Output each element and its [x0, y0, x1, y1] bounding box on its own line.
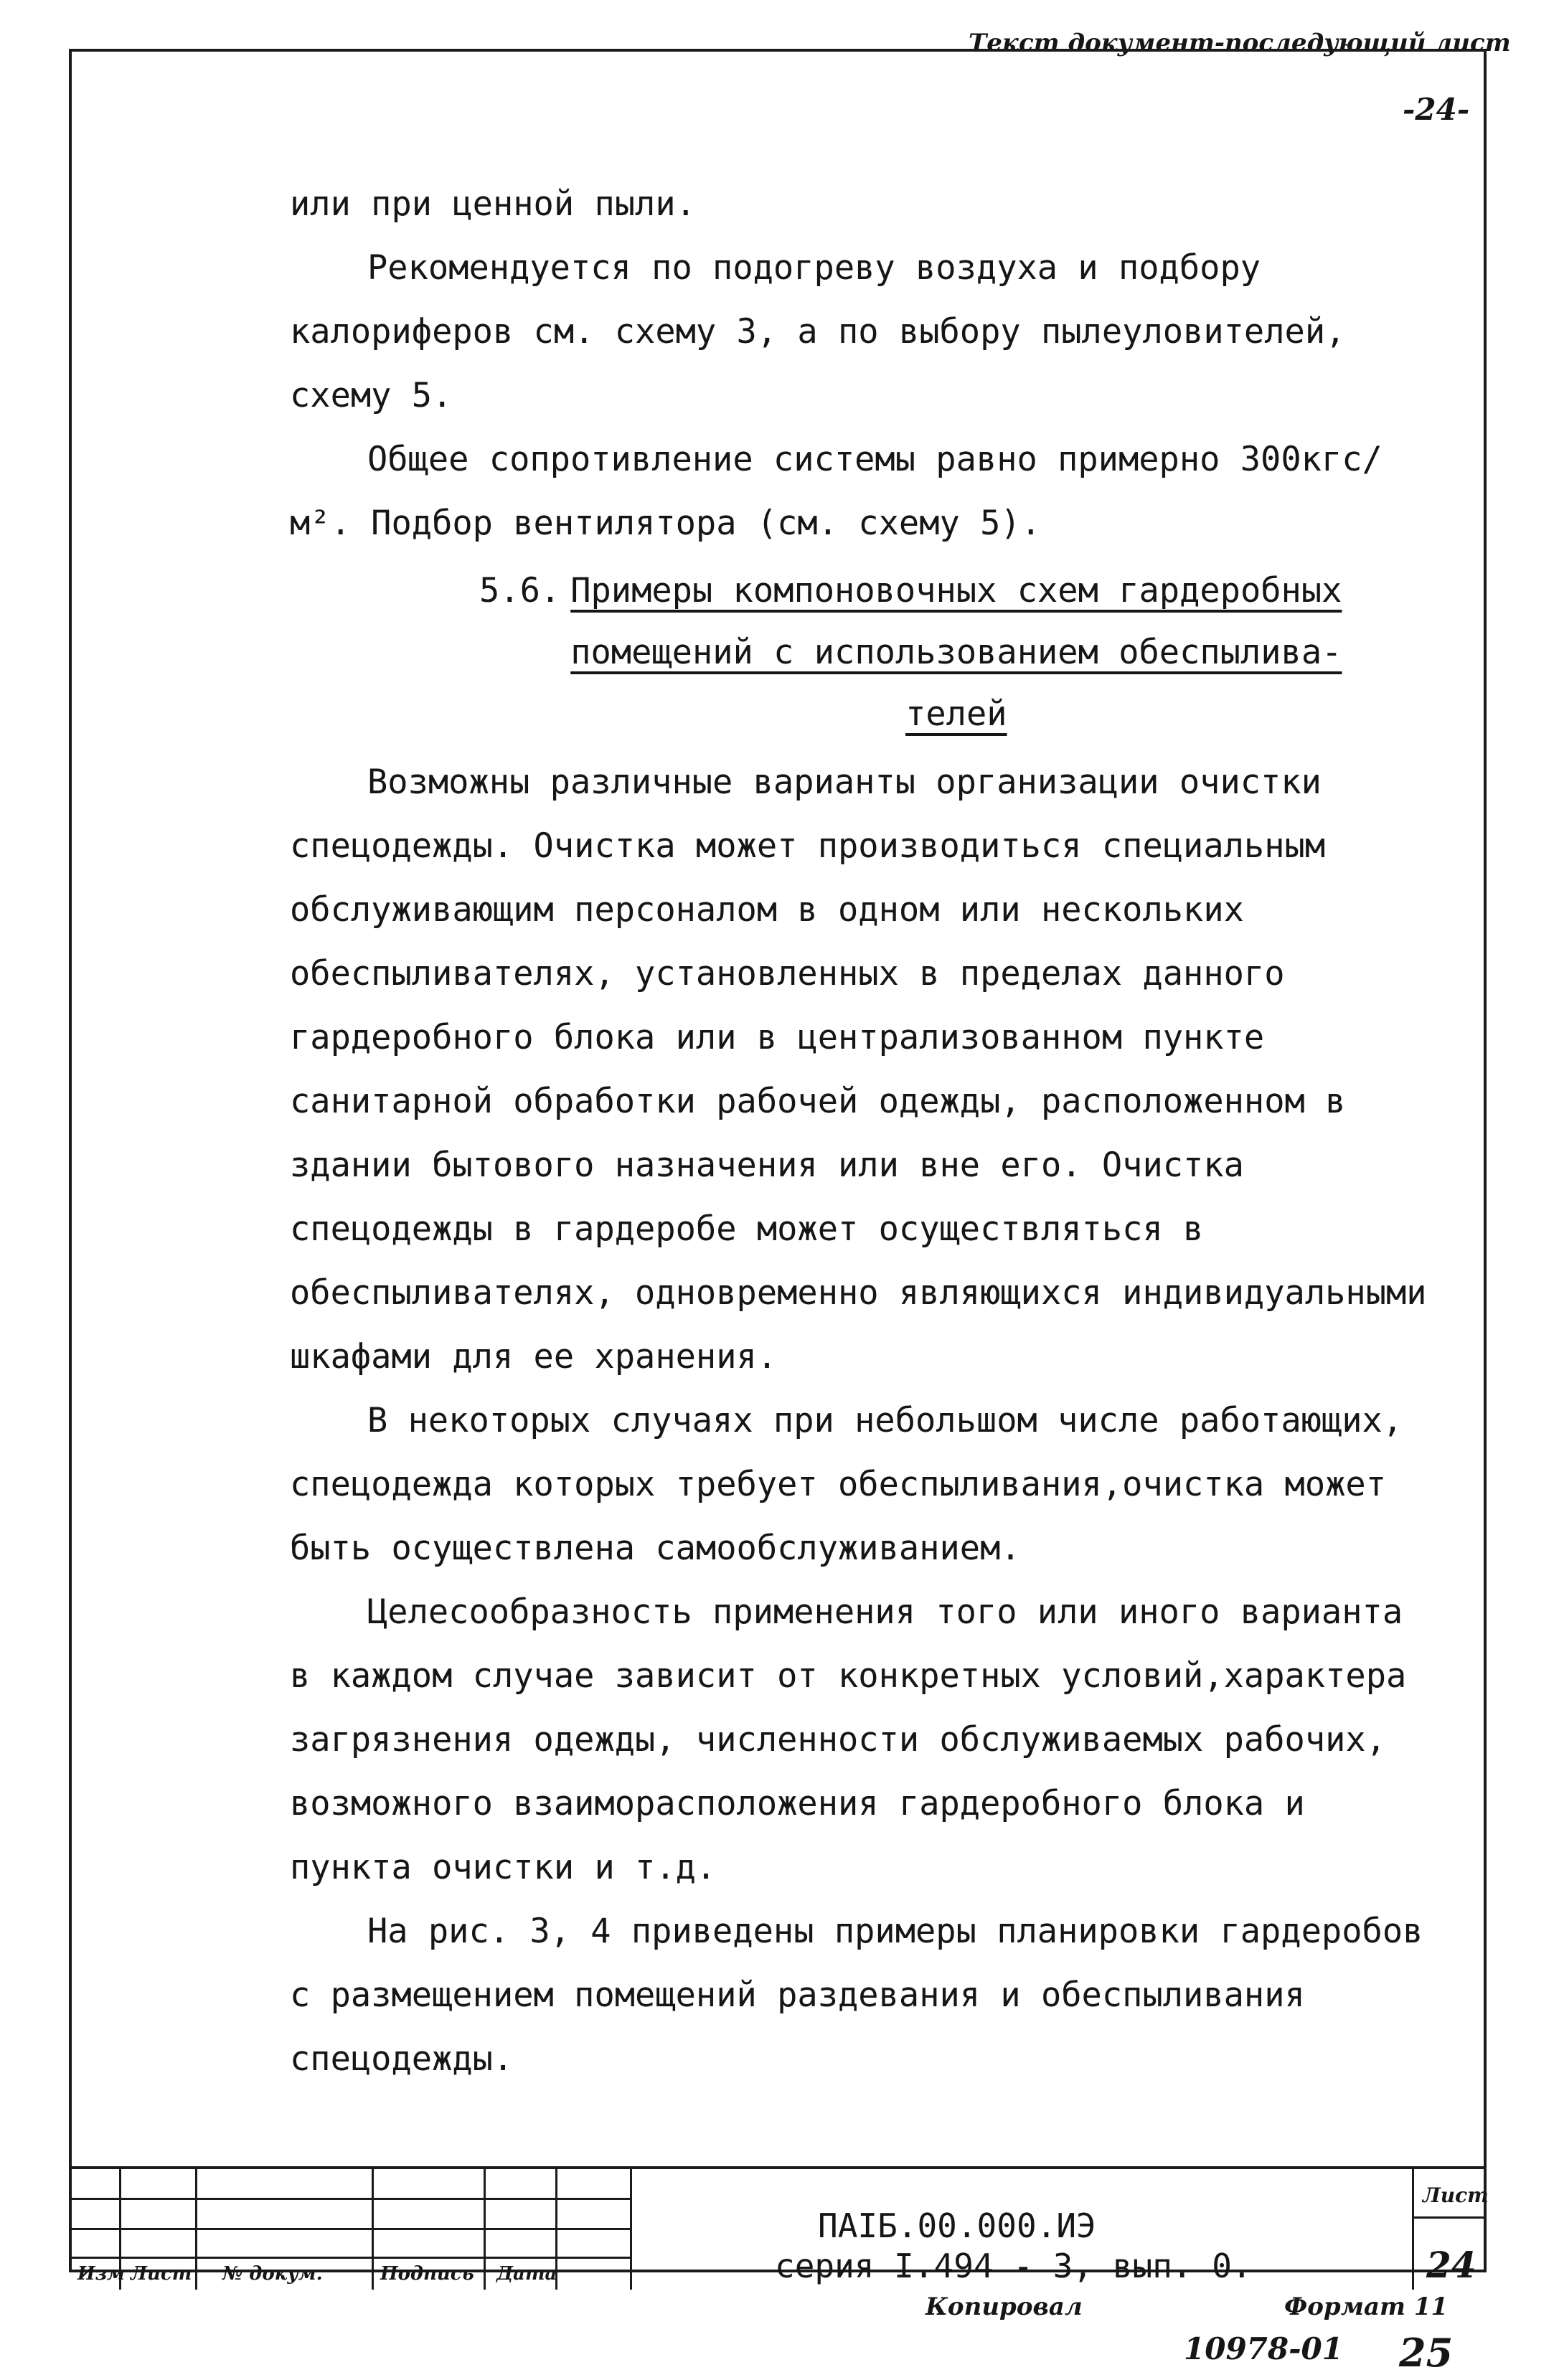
title-block — [72, 2166, 1489, 2290]
copy-number: 25 — [1399, 2330, 1454, 2376]
section-title — [570, 560, 1342, 745]
document-code: ПАIБ.00.000.ИЭ — [818, 2206, 1096, 2245]
stamp-divider — [1412, 2169, 1414, 2290]
paragraph-5: В некоторых случаях при небольшом числе работающих, спецодежда которых требует обеспыливания,очистка может быть осуществлена самообслуживанием. — [290, 1401, 1403, 1568]
top-note: Текст документ-последующий лист — [969, 29, 1511, 57]
stamp-divider — [630, 2169, 632, 2290]
stamp-row-line — [72, 2198, 630, 2200]
stamp-row-line — [72, 2228, 630, 2230]
paragraph-3: Общее сопротивление системы равно примерно 300кгс/м². Подбор вентилятора (см. схему 5). — [290, 440, 1383, 543]
paragraph-7: На рис. 3, 4 приведены примеры планировки гардеробов с размещением помещений раздевания и обеспыливания спецодежды. — [290, 1912, 1423, 2079]
stamp-caption-signature: Подпись — [380, 2263, 474, 2285]
copied-label: Копировал — [925, 2292, 1083, 2321]
sheet-caption: Лист — [1423, 2183, 1489, 2207]
stamp-row-line — [72, 2257, 630, 2259]
stamp-caption-doc-no: № докум. — [222, 2263, 323, 2285]
section-heading — [479, 560, 1342, 745]
section-title-line: телей — [905, 694, 1007, 734]
paragraph-1: или при ценной пыли. — [290, 184, 696, 224]
section-number: 5.6. — [479, 571, 561, 610]
sheet-number: 24 — [1426, 2244, 1476, 2286]
stamp-caption-change: Изм — [77, 2263, 125, 2285]
paragraph-4: Возможны различные варианты организации очистки спецодежды. Очистка может производиться специальным обслуживающим персоналом в одном или нескольких обеспыливателях, установленных в пределах данного гардеробного блока или в централизованном пункте санитарной обработки рабочей одежды, расположенном в здании бытового назначения или вне его. Очистка спецодежды в гардеробе может осуществляться в обеспыливателях, одновременно являющихся индивидуальными шкафами для ее хранения. — [290, 762, 1427, 1376]
stamp-caption-date: Дата — [496, 2263, 557, 2285]
document-body — [290, 172, 1427, 2091]
paragraph-6: Целесообразность применения того или иного варианта в каждом случае зависит от конкретных условий,характера загрязнения одежды, численности обслуживаемых рабочих, возможного взаиморасположения гардеробного блока и пункта очистки и т.д. — [290, 1592, 1407, 1887]
section-title-line: Примеры компоновочных схем гардеробных — [570, 571, 1342, 610]
batch-number: 10978-01 — [1184, 2331, 1343, 2366]
format-label: Формат 11 — [1284, 2292, 1449, 2321]
page-number: -24- — [1403, 92, 1470, 127]
stamp-row-line — [1412, 2216, 1484, 2219]
series-line: серия I.494 - 3, вып. 0. — [775, 2247, 1252, 2285]
paragraph-2: Рекомендуется по подогреву воздуха и подбору калориферов см. схему 3, а по выбору пылеуловителей, схему 5. — [290, 248, 1346, 415]
section-title-line: помещений с использованием обеспылива- — [570, 633, 1342, 672]
stamp-caption-sheet: Лист — [131, 2263, 192, 2285]
